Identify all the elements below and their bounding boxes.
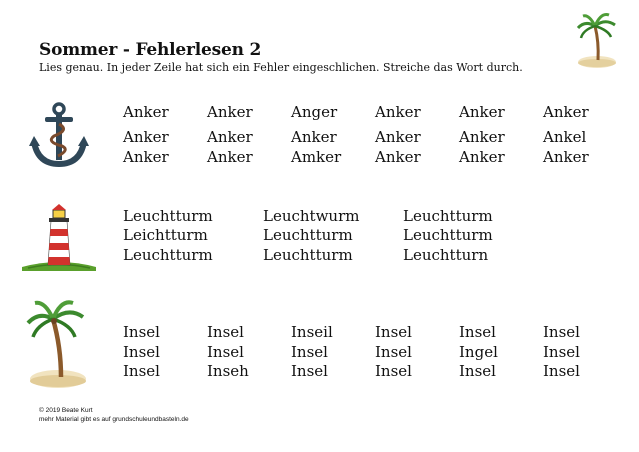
word-insel[interactable]: Insel (459, 323, 496, 341)
anchor-icon (28, 100, 90, 170)
word-anker[interactable]: Anker (207, 148, 253, 166)
word-leuchtturm[interactable]: Leuchtturn (403, 246, 489, 264)
word-anker[interactable]: Anker (123, 148, 169, 166)
word-insel[interactable]: Insel (543, 323, 580, 341)
word-anker[interactable]: Anker (123, 128, 169, 146)
word-insel[interactable]: Insel (543, 343, 580, 361)
word-leuchtturm[interactable]: Leuchtturm (403, 226, 493, 244)
word-insel[interactable]: Insel (375, 323, 412, 341)
website-text: mehr Material gibt es auf grundschuleundbasteln.de (39, 416, 189, 423)
word-insel[interactable]: Insel (291, 343, 328, 361)
word-anker[interactable]: Anker (375, 128, 421, 146)
word-insel[interactable]: Ingel (459, 343, 498, 361)
word-leuchtturm[interactable]: Leuchtturm (123, 207, 213, 225)
word-insel[interactable]: Insel (375, 362, 412, 380)
word-anker[interactable]: Amker (291, 148, 342, 166)
word-insel[interactable]: Insel (123, 323, 160, 341)
word-insel[interactable]: Insel (123, 343, 160, 361)
word-insel[interactable]: Insel (375, 343, 412, 361)
word-anker[interactable]: Anker (207, 128, 253, 146)
word-anker[interactable]: Anker (207, 103, 253, 121)
word-anker[interactable]: Anker (459, 103, 505, 121)
word-insel[interactable]: Inseh (207, 362, 249, 380)
copyright-text: © 2019 Beate Kurt (39, 407, 93, 414)
word-anker[interactable]: Anker (291, 128, 337, 146)
word-anker[interactable]: Anker (543, 148, 589, 166)
lighthouse-icon (20, 203, 98, 273)
word-insel[interactable]: Insel (459, 362, 496, 380)
word-anker[interactable]: Anker (543, 103, 589, 121)
word-insel[interactable]: Insel (207, 323, 244, 341)
word-insel[interactable]: Inseil (291, 323, 333, 341)
word-leuchtturm[interactable]: Leuchtwurm (263, 207, 360, 225)
instruction-text: Lies genau. In jeder Zeile hat sich ein Fehler eingeschlichen. Streiche das Wort durch. (39, 61, 523, 74)
word-leuchtturm[interactable]: Leichtturm (123, 226, 208, 244)
word-insel[interactable]: Insel (207, 343, 244, 361)
word-anker[interactable]: Anker (123, 103, 169, 121)
page-title: Sommer - Fehlerlesen 2 (39, 40, 262, 60)
word-leuchtturm[interactable]: Leuchtturm (403, 207, 493, 225)
word-insel[interactable]: Insel (291, 362, 328, 380)
word-anker[interactable]: Anger (291, 103, 338, 121)
word-insel[interactable]: Insel (543, 362, 580, 380)
word-leuchtturm[interactable]: Leuchtturm (123, 246, 213, 264)
palm-island-icon (575, 10, 619, 70)
word-anker[interactable]: Ankel (543, 128, 587, 146)
word-insel[interactable]: Insel (123, 362, 160, 380)
word-anker[interactable]: Anker (375, 103, 421, 121)
word-anker[interactable]: Anker (459, 148, 505, 166)
palm-island-icon (25, 297, 87, 392)
word-anker[interactable]: Anker (459, 128, 505, 146)
word-anker[interactable]: Anker (375, 148, 421, 166)
word-leuchtturm[interactable]: Leuchtturm (263, 226, 353, 244)
word-leuchtturm[interactable]: Leuchtturm (263, 246, 353, 264)
